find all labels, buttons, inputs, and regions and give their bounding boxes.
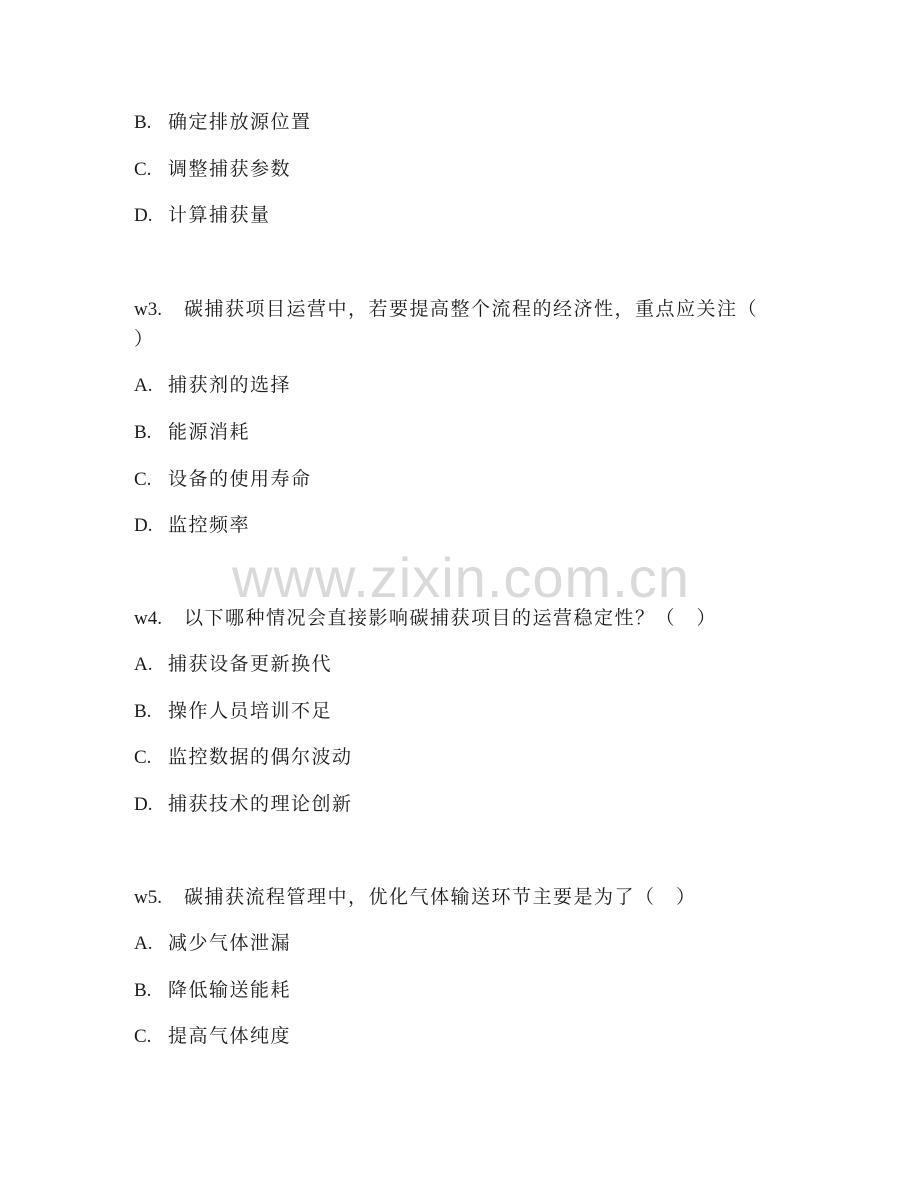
question-number: w4. [134, 608, 162, 629]
option-q2-d [134, 203, 271, 228]
option-text: 监控数据的偶尔波动 [168, 746, 353, 768]
option-letter: A. [134, 933, 153, 954]
option-text: 降低输送能耗 [168, 979, 292, 1001]
watermark: www.zixin.com.cn [232, 546, 690, 609]
option-q4-d [134, 792, 353, 817]
option-letter: C. [134, 747, 152, 768]
option-text: 捕获技术的理论创新 [168, 793, 353, 815]
option-text: 调整捕获参数 [168, 158, 292, 180]
option-q5-b [134, 978, 291, 1003]
option-letter: B. [134, 112, 152, 133]
option-text: 捕获剂的选择 [168, 374, 292, 396]
option-letter: B. [134, 701, 152, 722]
question-text: 碳捕获流程管理中，优化气体输送环节主要是为了（ ） [184, 886, 697, 908]
option-letter: D. [134, 205, 153, 226]
option-text: 提高气体纯度 [168, 1025, 292, 1047]
question-q3-stem [134, 297, 758, 322]
option-text: 操作人员培训不足 [168, 700, 333, 722]
option-letter: C. [134, 469, 152, 490]
question-text: 碳捕获项目运营中，若要提高整个流程的经济性，重点应关注（ [184, 298, 759, 320]
option-text: 能源消耗 [168, 421, 251, 443]
option-letter: C. [134, 159, 152, 180]
question-q3-stem-continued [134, 327, 155, 351]
question-text: 以下哪种情况会直接影响碳捕获项目的运营稳定性？（ ） [184, 607, 718, 629]
option-q3-c [134, 467, 312, 492]
option-letter: D. [134, 794, 153, 815]
option-letter: B. [134, 980, 152, 1001]
option-q4-c [134, 745, 353, 770]
option-q3-a [134, 373, 291, 398]
question-q4-stem [134, 606, 717, 631]
option-letter: D. [134, 515, 153, 536]
question-q5-stem [134, 885, 697, 910]
option-q5-c [134, 1024, 291, 1049]
option-text: 确定排放源位置 [168, 111, 312, 133]
option-letter: C. [134, 1026, 152, 1047]
option-letter: B. [134, 422, 152, 443]
option-text: 监控频率 [168, 514, 251, 536]
option-text: 捕获设备更新换代 [168, 653, 333, 675]
question-text: ） [134, 328, 155, 350]
option-text: 计算捕获量 [168, 204, 271, 226]
option-text: 减少气体泄漏 [168, 932, 292, 954]
option-q3-b [134, 420, 250, 445]
option-q4-b [134, 699, 332, 724]
option-letter: A. [134, 654, 153, 675]
question-number: w3. [134, 299, 162, 320]
question-number: w5. [134, 887, 162, 908]
option-q2-b [134, 110, 312, 135]
option-q5-a [134, 931, 291, 956]
option-q4-a [134, 652, 332, 677]
option-q2-c [134, 157, 291, 182]
option-letter: A. [134, 375, 153, 396]
option-text: 设备的使用寿命 [168, 468, 312, 490]
option-q3-d [134, 513, 250, 538]
